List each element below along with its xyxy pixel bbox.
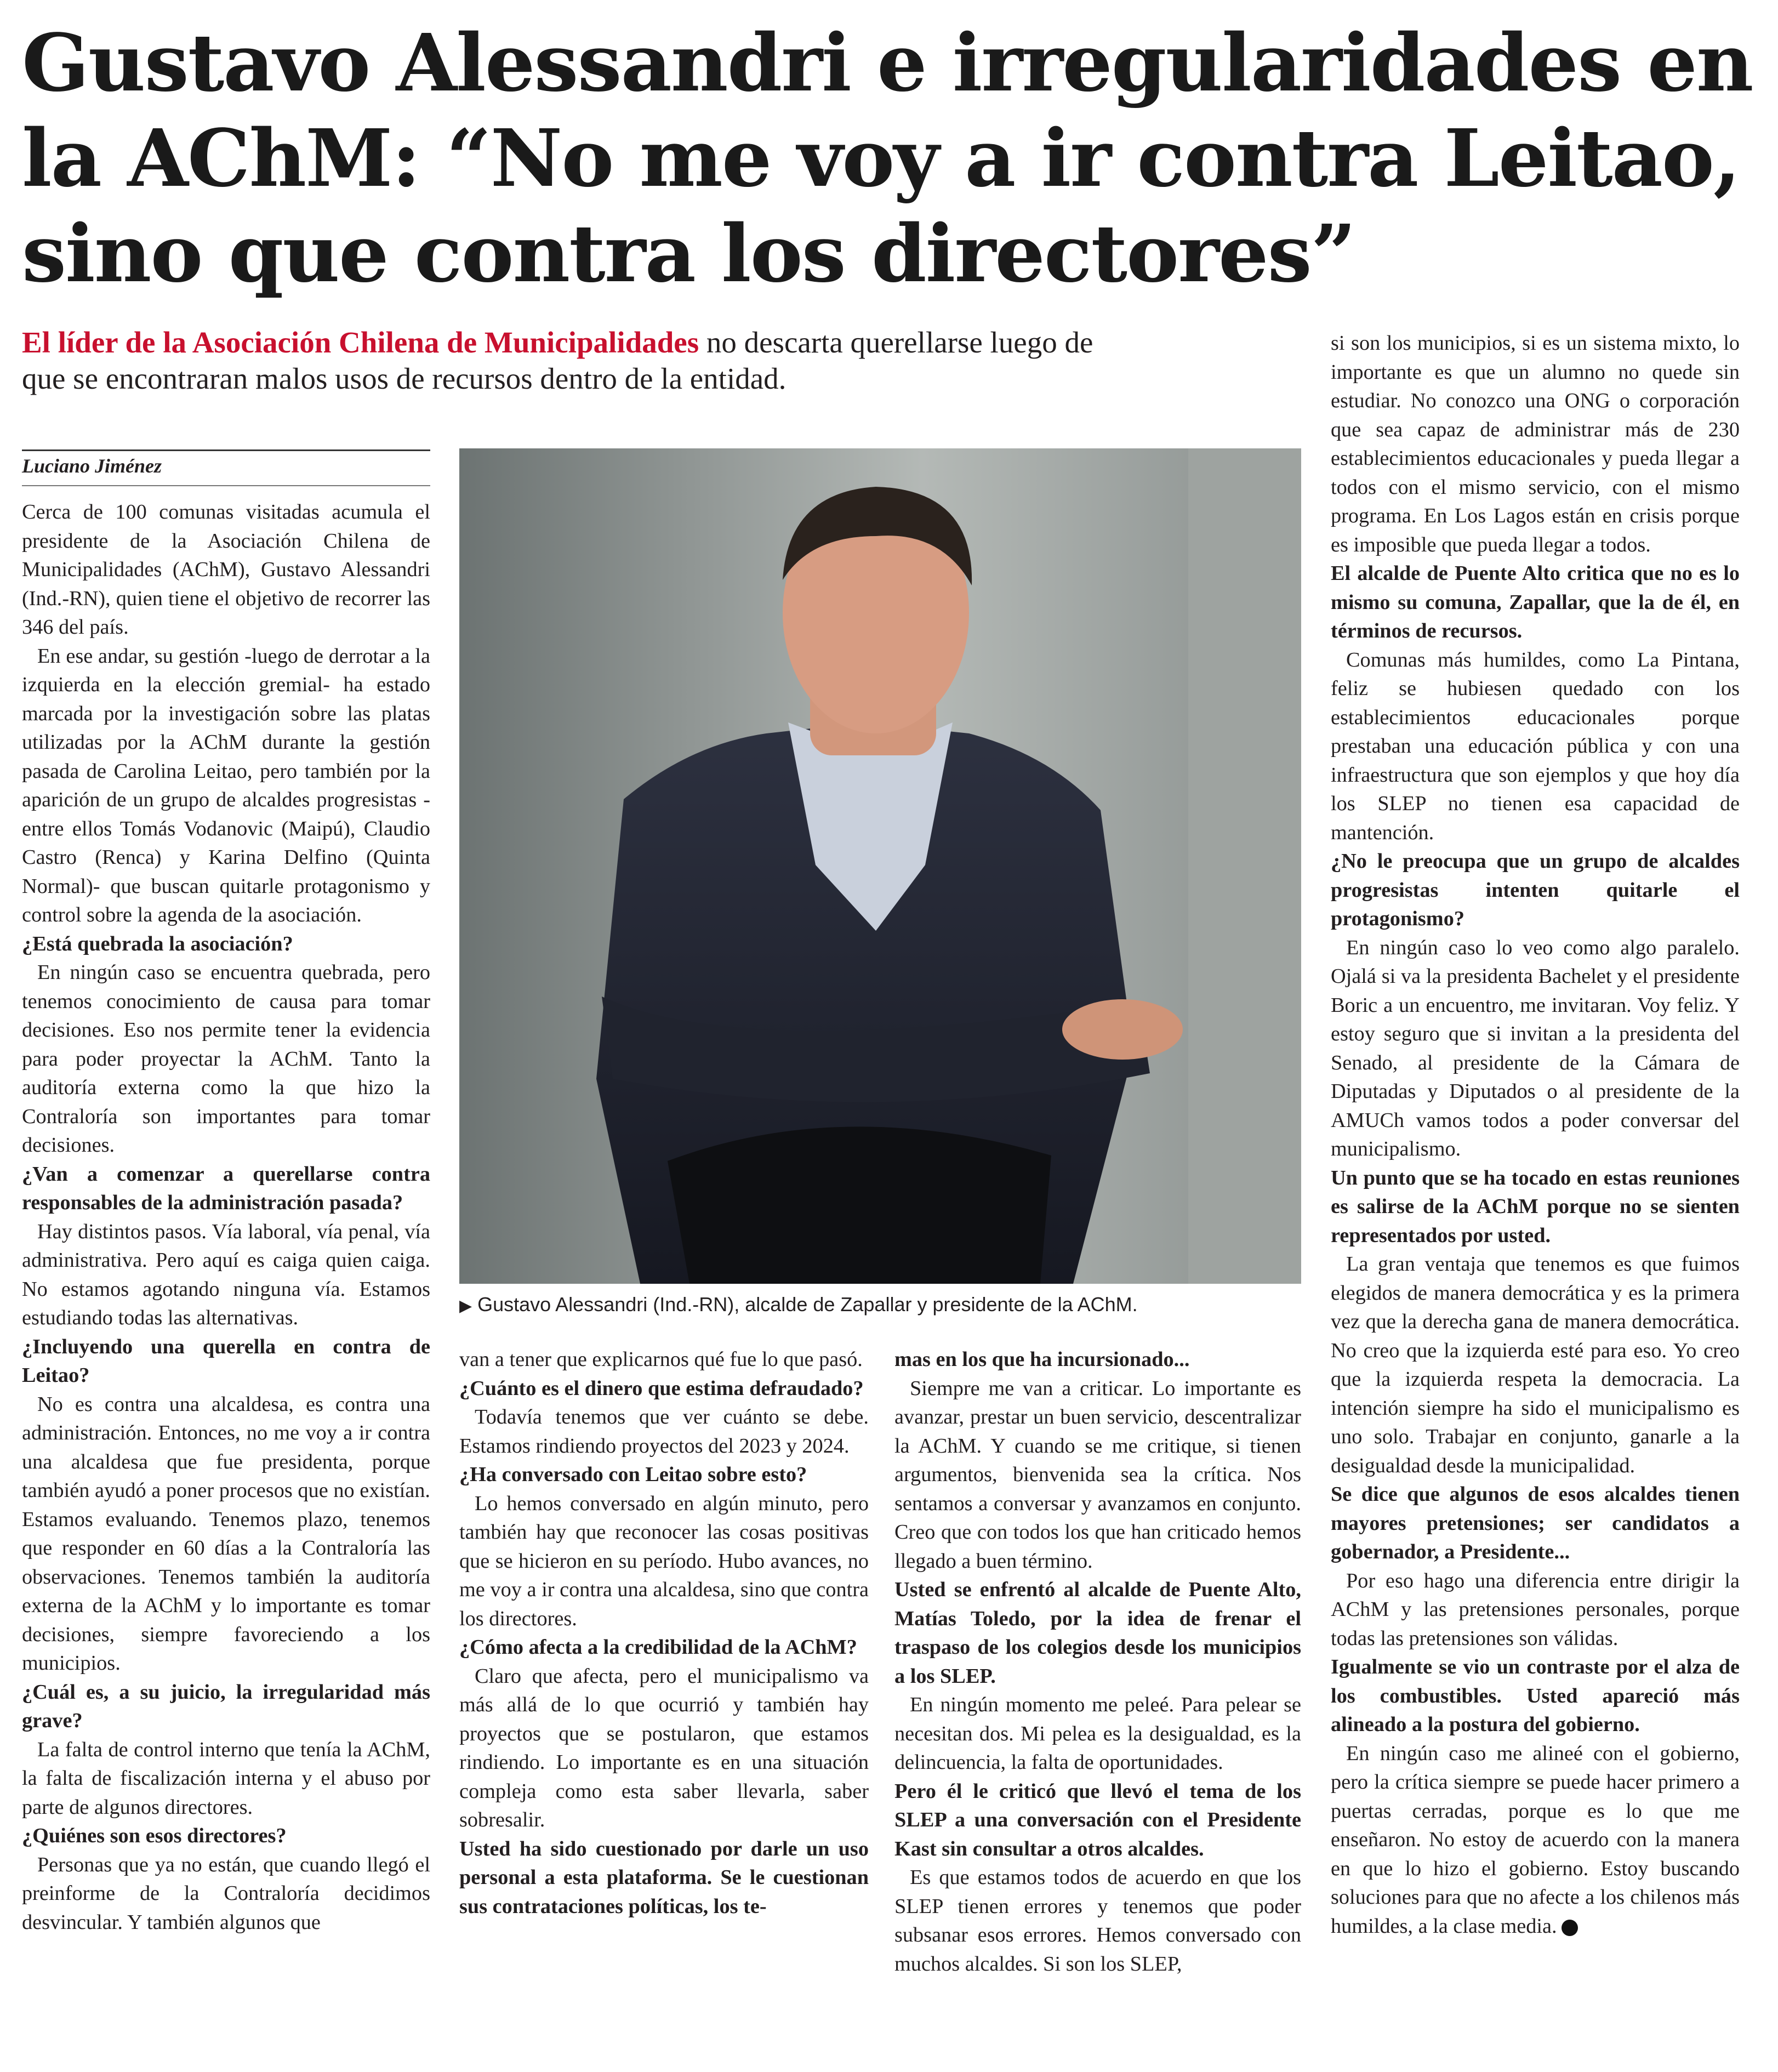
interview-question: ¿Incluyendo una querella en contra de Leitao? — [22, 1335, 430, 1387]
deck-text: no descarta querellarse luego de que se encontraran malos usos de recursos dentro de la entidad. — [22, 326, 1093, 395]
interview-question: Se dice que algunos de esos alcaldes tienen mayores pretensiones; ser candidatos a gobernador, a Presidente... — [1331, 1483, 1740, 1563]
paragraph: si son los municipios, si es un sistema mixto, lo importante es que un alumno no quede sin estudiar. No conozco una ONG o corporación que sea capaz de administrar más de 230 establecimientos educacionales y pueda llegar a todos con el mismo servicio, con el mismo programa. En Los Lagos están en crisis porque es imposible que pueda llegar a todos. — [1331, 332, 1740, 556]
interview-question: mas en los que ha incursionado... — [894, 1348, 1190, 1371]
end-of-article-bullet-icon — [1562, 1920, 1578, 1936]
interview-question: Usted ha sido cuestionado por darle un uso personal a esta plataforma. Se le cuestionan sus contrataciones políticas, los te- — [459, 1837, 869, 1918]
paragraph: Es que estamos todos de acuerdo en que los SLEP tienen errores y tenemos que poder subsanar esos errores. Hemos conversado con muchos alcaldes. Si son los SLEP, — [894, 1866, 1301, 1976]
portrait-photo — [459, 448, 1301, 1284]
interview-question: ¿Está quebrada la asociación? — [22, 932, 293, 955]
column-2 — [459, 1345, 869, 1921]
column-4 — [1331, 329, 1740, 1940]
paragraph: No es contra una alcaldesa, es contra una administración. Entonces, no me voy a ir contra una alcaldesa que fue presidenta, porque también ayudó a poner procesos que no existían. Estamos evaluando. Tenemos plazo, tenemos que responder en 60 días a la Contraloría las observaciones. Tenemos también la auditoría externa de la AChM y lo importante es tomar decisiones, siempre favoreciendo a los municipios. — [22, 1392, 430, 1675]
deck — [22, 325, 1096, 397]
paragraph: Hay distintos pasos. Vía laboral, vía penal, vía administrativa. Pero aquí es caiga quien caiga. No estamos agotando ninguna vía. Estamos estudiando todas las alternativas. — [22, 1220, 430, 1329]
paragraph: Cerca de 100 comunas visitadas acumula el presidente de la Asociación Chilena de Municipalidades (AChM), Gustavo Alessandri (Ind.-RN), quien tiene el objetivo de recorrer las 346 del país. — [22, 500, 430, 639]
interview-question: Igualmente se vio un contraste por el alza de los combustibles. Usted apareció más alineado a la postura del gobierno. — [1331, 1655, 1740, 1736]
paragraph: La falta de control interno que tenía la AChM, la falta de fiscalización interna y el abuso por parte de algunos directores. — [22, 1738, 430, 1819]
paragraph: Todavía tenemos que ver cuánto se debe. Estamos rindiendo proyectos del 2023 y 2024. — [459, 1405, 869, 1458]
paragraph: En ningún caso me alineé con el gobierno, pero la crítica siempre se puede hacer primero a puertas cerradas, porque es lo que me enseñaron. No estoy de acuerdo con la manera en que lo hizo el gobierno. Estoy buscando soluciones para que no afecte a los chilenos más humildes, a la clase media. — [1331, 1741, 1740, 1938]
paragraph: En ningún caso se encuentra quebrada, pero tenemos conocimiento de causa para tomar decisiones. Eso nos permite tener la evidencia para poder proyectar la AChM. Tanto la auditoría externa como la que hizo la Contraloría son importantes para tomar decisiones. — [22, 961, 430, 1157]
paragraph: Lo hemos conversado en algún minuto, pero también hay que reconocer las cosas positivas que se hicieron en su período. Hubo avances, no me voy a ir contra una alcaldesa, sino que contra los directores. — [459, 1492, 869, 1630]
interview-question: ¿Cómo afecta a la credibilidad de la AChM? — [459, 1636, 857, 1659]
photo-caption — [459, 1293, 1303, 1318]
byline: Luciano Jiménez — [22, 449, 430, 477]
paragraph: van a tener que explicarnos qué fue lo que pasó. — [459, 1348, 863, 1371]
caption-text: Gustavo Alessandri (Ind.-RN), alcalde de Zapallar y presidente de la AChM. — [477, 1293, 1138, 1316]
paragraph: Por eso hago una diferencia entre dirigir la AChM y las pretensiones personales, porque todas las pretensiones son válidas. — [1331, 1569, 1740, 1650]
interview-question: ¿Cuál es, a su juicio, la irregularidad más grave? — [22, 1680, 430, 1732]
paragraph: Personas que ya no están, que cuando llegó el preinforme de la Contraloría decidimos desvincular. Y también algunos que — [22, 1853, 430, 1934]
interview-question: Un punto que se ha tocado en estas reuniones es salirse de la AChM porque no se sienten representados por usted. — [1331, 1166, 1740, 1247]
column-1 — [22, 498, 430, 1937]
paragraph: En ningún momento me peleé. Para pelear se necesitan dos. Mi pelea es la desigualdad, es la delincuencia, la falta de oportunidades. — [894, 1693, 1301, 1774]
interview-question: ¿Ha conversado con Leitao sobre esto? — [459, 1463, 807, 1486]
deck-highlight: El líder de la Asociación Chilena de Municipalidades — [22, 326, 699, 359]
interview-question: ¿Cuánto es el dinero que estima defraudado? — [459, 1376, 864, 1400]
interview-question: Usted se enfrentó al alcalde de Puente Alto, Matías Toledo, por la idea de frenar el traspaso de los colegios desde los municipios a los SLEP. — [894, 1578, 1301, 1688]
paragraph: Comunas más humildes, como La Pintana, feliz se hubiesen quedado con los establecimientos educacionales porque prestaban una educación pública y con una infraestructura que son ejemplos y que hoy día los SLEP no tienen esa capacidad de mantención. — [1331, 648, 1740, 844]
interview-question: ¿Quiénes son esos directores? — [22, 1824, 287, 1847]
paragraph: En ningún caso lo veo como algo paralelo. Ojalá si va la presidenta Bachelet y el presidente Boric a un encuentro, me invitaran. Voy feliz. Y estoy seguro que si invitan a la presidenta del Senado, al presidente de la Cámara de Diputadas y Diputados o al presidente de la AMUCh vamos todos a poder conversar del municipalismo. — [1331, 936, 1740, 1160]
paragraph: La gran ventaja que tenemos es que fuimos elegidos de manera democrática y es la primera vez que la derecha gana de manera democrática. No creo que la izquierda esté para eso. Yo creo que la izquierda respeta la democracia. La intención siempre ha sido el municipalismo es uno solo. Trabajar en conjunto, ganarle a la desigualdad desde la municipalidad. — [1331, 1253, 1740, 1477]
interview-question: Pero él le criticó que llevó el tema de los SLEP a una conversación con el Presidente Kast sin consultar a otros alcaldes. — [894, 1779, 1301, 1860]
paragraph: En ese andar, su gestión -luego de derrotar a la izquierda en la elección gremial- ha estado marcada por la investigación sobre las platas utilizadas por la AChM durante la gestión pasada de Carolina Leitao, pero también por la aparición de un grupo de alcaldes progresistas -entre ellos Tomás Vodanovic (Maipú), Claudio Castro (Renca) y Karina Delfino (Quinta Normal)- que buscan quitarle protagonismo y control sobre la agenda de la asociación. — [22, 644, 430, 926]
headline: Gustavo Alessandri e irregularidades en la AChM: “No me voy a ir contra Leitao, sino que contra los directores” — [22, 16, 1753, 300]
interview-question: ¿Van a comenzar a querellarse contra responsables de la administración pasada? — [22, 1162, 430, 1214]
column-3 — [894, 1345, 1301, 1978]
caption-arrow-icon: ▶ — [459, 1297, 472, 1315]
interview-question: El alcalde de Puente Alto critica que no es lo mismo su comuna, Zapallar, que la de él, en términos de recursos. — [1331, 562, 1740, 642]
interview-question: ¿No le preocupa que un grupo de alcaldes progresistas intenten quitarle el protagonismo? — [1331, 850, 1740, 930]
paragraph: Claro que afecta, pero el municipalismo va más allá de lo que ocurrió y también hay proyectos que se postularon, que estamos rindiendo. Lo importante es en una situación compleja como esta saber llevarla, saber sobresalir. — [459, 1664, 869, 1831]
byline-divider — [22, 485, 430, 486]
paragraph: Siempre me van a criticar. Lo importante es avanzar, prestar un buen servicio, descentralizar la AChM. Y cuando se me critique, si tienen argumentos, bienvenida sea la crítica. Nos sentamos a conversar y avanzamos en conjunto. Creo que con todos los que han criticado hemos llegado a buen término. — [894, 1376, 1301, 1573]
